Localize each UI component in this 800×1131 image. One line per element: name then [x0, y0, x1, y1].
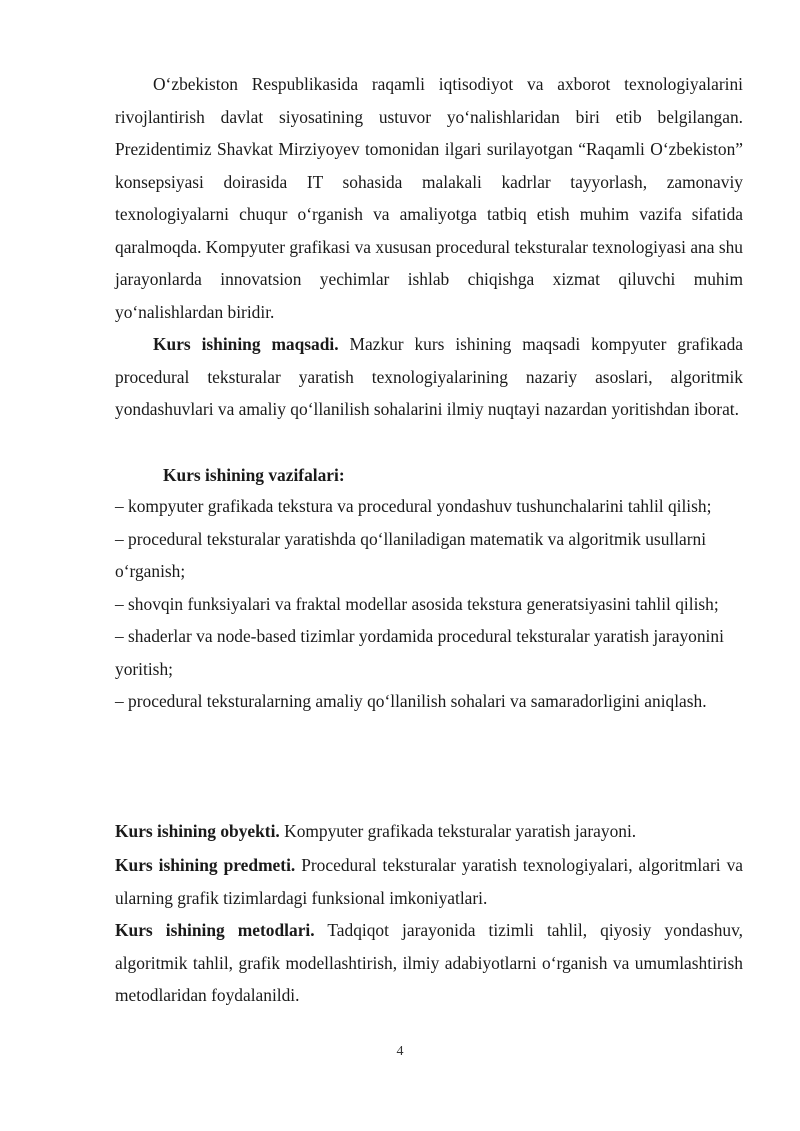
subject-label: Kurs ishining predmeti. [115, 855, 296, 875]
tasks-list [115, 490, 725, 718]
tasks-label: Kurs ishining vazifalari: [163, 465, 345, 485]
subject-paragraph [115, 849, 743, 914]
subject-text: Procedural teksturalar yaratish texnologiyalari, algoritmlari va ularning grafik tizimlardagi funksional imkoniyatlari. [115, 855, 743, 908]
object-label: Kurs ishining obyekti. [115, 821, 280, 841]
methods-text: Tadqiqot jarayonida tizimli tahlil, qiyosiy yondashuv, algoritmik tahlil, grafik modellashtirish, ilmiy adabiyotlarni o‘rganish va umumlashtirish metodlaridan foydalanildi. [115, 920, 743, 1005]
goal-text: Mazkur kurs ishining maqsadi kompyuter grafikada procedural teksturalar yaratish texnologiyalarining nazariy asoslari, algoritmik yondashuvlari va amaliy qo‘llanilish sohalarini ilmiy nuqtayi nazardan yoritishdan iborat. [115, 334, 743, 419]
methods-paragraph [115, 914, 743, 1012]
object-text: Kompyuter grafikada teksturalar yaratish jarayoni. [279, 821, 637, 841]
list-item: – shaderlar va node-based tizimlar yordamida procedural teksturalar yaratish jarayonini yoritish; [115, 626, 724, 679]
list-item: – procedural teksturalarning amaliy qo‘llanilish sohalari va samaradorligini aniqlash. [115, 691, 707, 711]
methods-label: Kurs ishining metodlari. [115, 920, 315, 940]
tasks-heading [115, 459, 743, 492]
intro-paragraph: O‘zbekiston Respublikasida raqamli iqtisodiyot va axborot texnologiyalarini rivojlantirish davlat siyosatining ustuvor yo‘nalishlaridan biri etib belgilangan. Prezidentimiz Shavkat Mirziyoyev tomonidan ilgari surilayotgan “Raqamli O‘zbekiston” konsepsiyasi doirasida IT sohasida malakali kadrlar tayyorlash, zamonaviy texnologiyalarni chuqur o‘rganish va amaliyotga tatbiq etish muhim vazifa sifatida qaralmoqda. Kompyuter grafikasi va xususan procedural teksturalar texnologiyasi ana shu jarayonlarda innovatsion yechimlar ishlab chiqishga xizmat qiluvchi muhim yo‘nalishlardan biridir. [115, 74, 743, 322]
goal-label: Kurs ishining maqsadi. [153, 334, 339, 354]
goal-paragraph [115, 328, 743, 426]
list-item: – kompyuter grafikada tekstura va procedural yondashuv tushunchalarini tahlil qilish; [115, 496, 712, 516]
page-number: 4 [396, 1044, 404, 1059]
object-paragraph [115, 815, 743, 848]
list-item: – procedural teksturalar yaratishda qo‘llaniladigan matematik va algoritmik usullarni o‘rganish; [115, 528, 707, 581]
list-item: – shovqin funksiyalari va fraktal modellar asosida tekstura generatsiyasini tahlil qilish; [115, 593, 719, 614]
